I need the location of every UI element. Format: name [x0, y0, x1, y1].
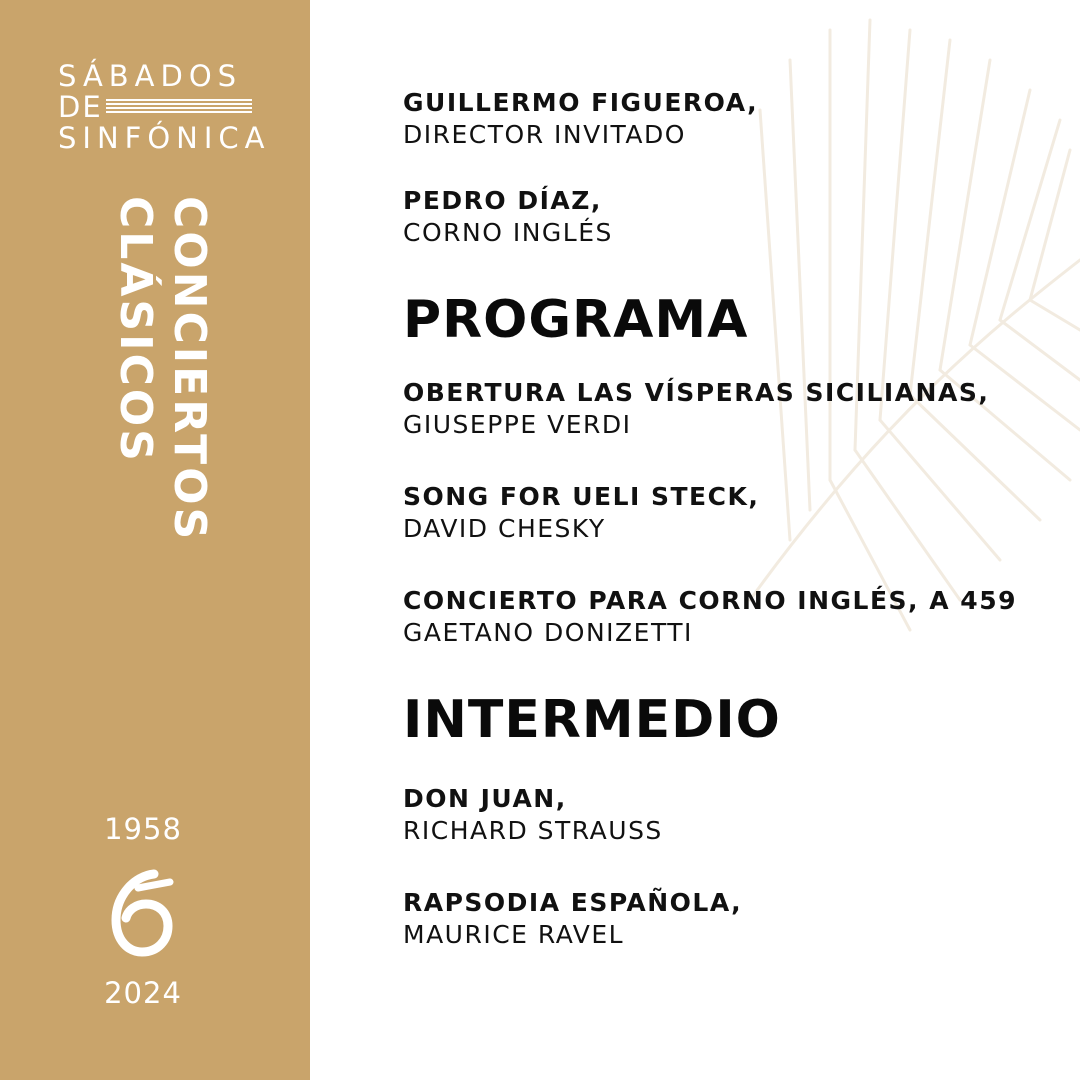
work-title: OBERTURA LAS VÍSPERAS SICILIANAS,	[403, 378, 990, 407]
logo-line-sabados: SÁBADOS	[58, 59, 243, 93]
program-content	[403, 88, 1063, 952]
series-title-vertical	[108, 196, 218, 586]
anniversary-start-year: 1958	[104, 812, 182, 846]
sidebar-band	[0, 0, 310, 1080]
work-title: RAPSODIA ESPAÑOLA,	[403, 888, 743, 917]
composer-name: RICHARD STRAUSS	[403, 816, 663, 845]
performer-conductor	[403, 88, 1063, 152]
logo-de-text: DE	[58, 90, 103, 124]
composer-name: MAURICE RAVEL	[403, 920, 625, 949]
logo-line-de	[58, 92, 253, 122]
program-item	[403, 784, 1063, 848]
work-title: CONCIERTO PARA CORNO INGLÉS, A 459	[403, 586, 1017, 615]
work-title: DON JUAN,	[403, 784, 567, 813]
performer-name: PEDRO DÍAZ,	[403, 186, 602, 215]
anniversary-65-emblem	[108, 868, 178, 958]
program-item	[403, 586, 1063, 650]
composer-name: DAVID CHESKY	[403, 514, 606, 543]
performer-role: CORNO INGLÉS	[403, 218, 613, 247]
work-title: SONG FOR UELI STECK,	[403, 482, 760, 511]
performer-soloist	[403, 186, 1063, 250]
performer-role: DIRECTOR INVITADO	[403, 120, 686, 149]
composer-name: GIUSEPPE VERDI	[403, 410, 632, 439]
sabados-de-sinfonica-logo	[58, 59, 271, 155]
program-item	[403, 378, 1063, 442]
performer-name: GUILLERMO FIGUEROA,	[403, 88, 759, 117]
intermission-heading: INTERMEDIO	[403, 690, 781, 750]
logo-line-sinfonica: SINFÓNICA	[58, 121, 271, 155]
series-title-line2: CLÁSICOS	[110, 196, 161, 464]
composer-name: GAETANO DONIZETTI	[403, 618, 693, 647]
program-heading: PROGRAMA	[403, 290, 749, 350]
program-item	[403, 482, 1063, 546]
series-title-line1: CONCIERTOS	[164, 196, 215, 543]
anniversary-end-year: 2024	[104, 976, 182, 1010]
music-staff-lines	[106, 99, 252, 117]
program-item	[403, 888, 1063, 952]
